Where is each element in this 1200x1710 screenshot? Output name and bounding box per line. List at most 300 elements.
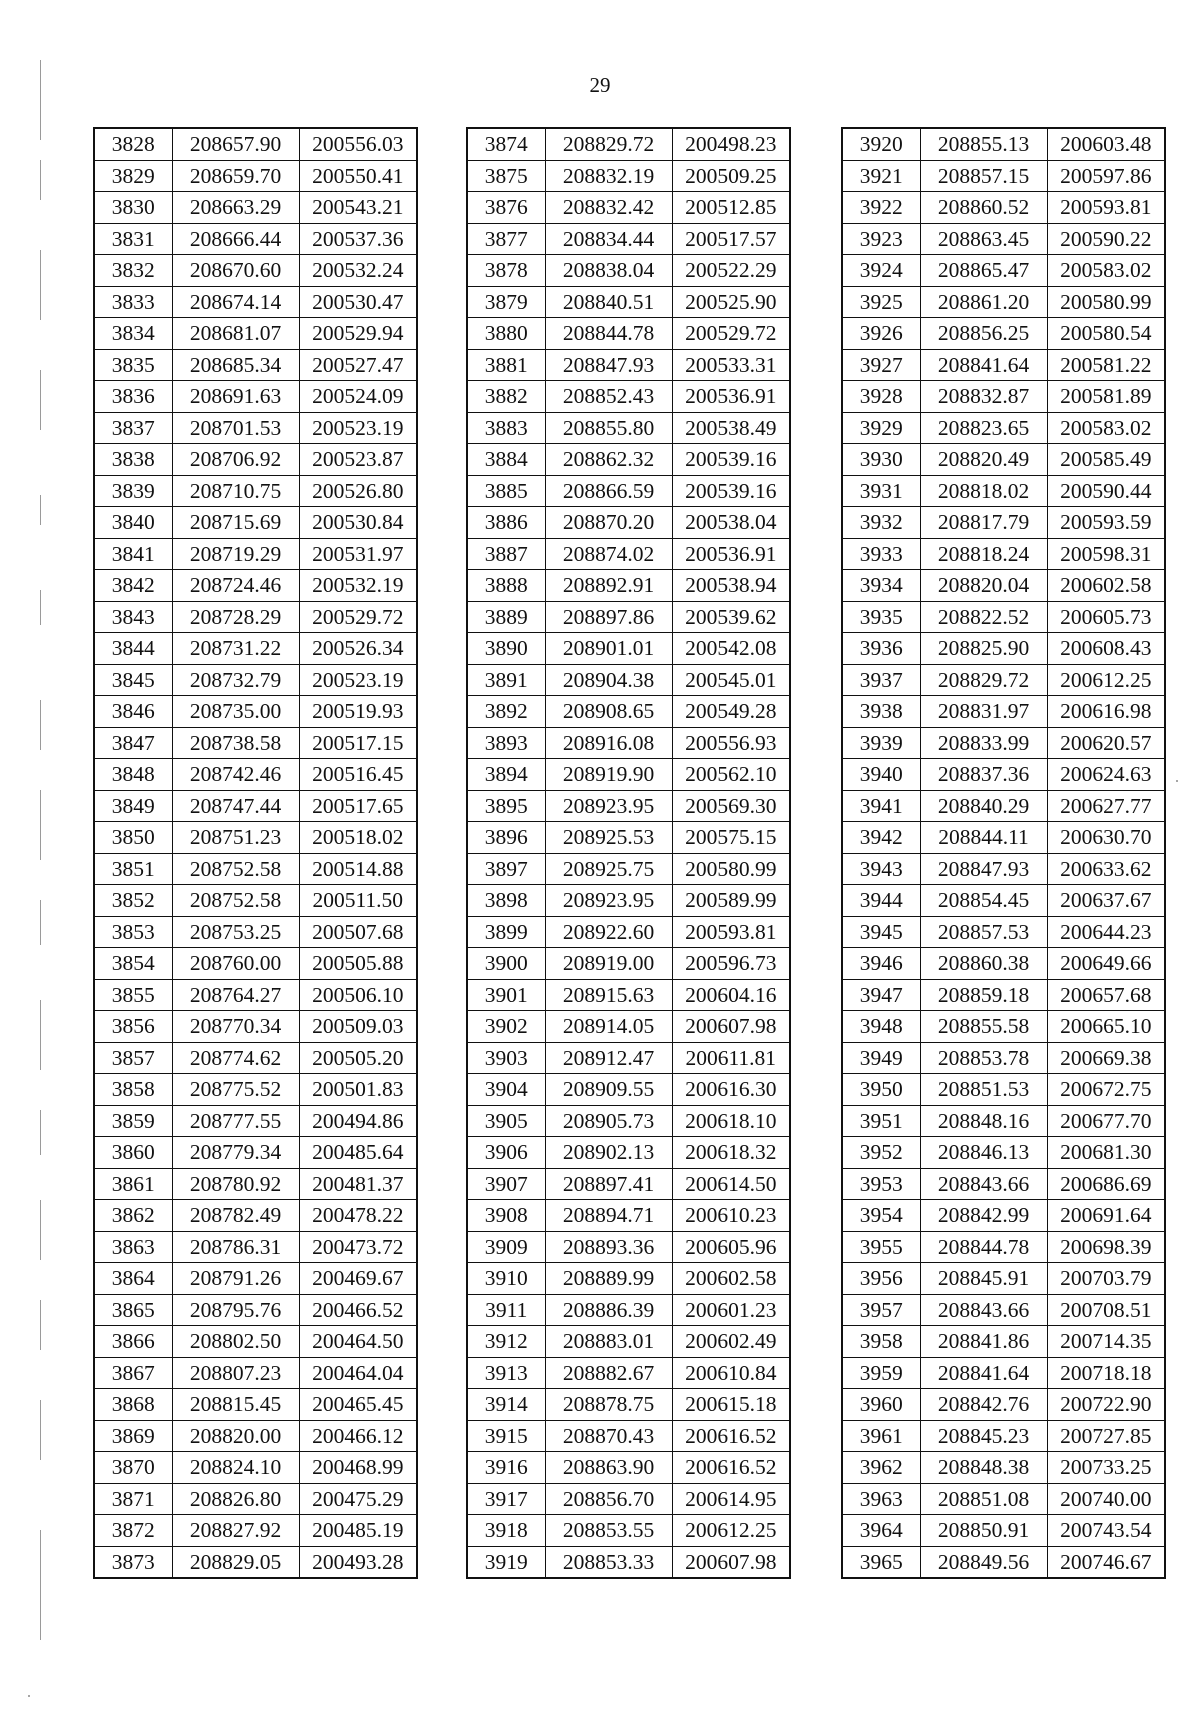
- point-number-cell: 3918: [467, 1515, 545, 1547]
- table-row: [467, 381, 790, 413]
- point-number-cell: 3864: [94, 1263, 172, 1295]
- coordinate-table-2: [466, 127, 791, 1579]
- point-number-cell: 3928: [842, 381, 920, 413]
- y-coordinate-cell: 200665.10: [1047, 1011, 1165, 1043]
- point-number-cell: 3900: [467, 948, 545, 980]
- point-number-cell: 3958: [842, 1326, 920, 1358]
- table-row: [94, 948, 417, 980]
- y-coordinate-cell: 200466.12: [299, 1420, 417, 1452]
- x-coordinate-cell: 208892.91: [545, 570, 672, 602]
- point-number-cell: 3923: [842, 223, 920, 255]
- y-coordinate-cell: 200526.34: [299, 633, 417, 665]
- y-coordinate-cell: 200714.35: [1047, 1326, 1165, 1358]
- table-row: [467, 916, 790, 948]
- x-coordinate-cell: 208764.27: [172, 979, 299, 1011]
- x-coordinate-cell: 208908.65: [545, 696, 672, 728]
- y-coordinate-cell: 200681.30: [1047, 1137, 1165, 1169]
- x-coordinate-cell: 208855.80: [545, 412, 672, 444]
- page-number: 29: [589, 73, 611, 97]
- x-coordinate-cell: 208902.13: [545, 1137, 672, 1169]
- y-coordinate-cell: 200740.00: [1047, 1483, 1165, 1515]
- table-row: [94, 1326, 417, 1358]
- point-number-cell: 3832: [94, 255, 172, 287]
- point-number-cell: 3849: [94, 790, 172, 822]
- point-number-cell: 3873: [94, 1546, 172, 1578]
- y-coordinate-cell: 200581.89: [1047, 381, 1165, 413]
- x-coordinate-cell: 208883.01: [545, 1326, 672, 1358]
- point-number-cell: 3899: [467, 916, 545, 948]
- y-coordinate-cell: 200469.67: [299, 1263, 417, 1295]
- x-coordinate-cell: 208844.11: [920, 822, 1047, 854]
- x-coordinate-cell: 208820.00: [172, 1420, 299, 1452]
- y-coordinate-cell: 200525.90: [672, 286, 790, 318]
- point-number-cell: 3878: [467, 255, 545, 287]
- table-row: [842, 1483, 1165, 1515]
- y-coordinate-cell: 200519.93: [299, 696, 417, 728]
- x-coordinate-cell: 208823.65: [920, 412, 1047, 444]
- table-row: [94, 412, 417, 444]
- x-coordinate-cell: 208841.86: [920, 1326, 1047, 1358]
- table-row: [467, 255, 790, 287]
- point-number-cell: 3860: [94, 1137, 172, 1169]
- table-row: [842, 1389, 1165, 1421]
- x-coordinate-cell: 208829.72: [545, 128, 672, 160]
- table-row: [842, 696, 1165, 728]
- point-number-cell: 3953: [842, 1168, 920, 1200]
- x-coordinate-cell: 208834.44: [545, 223, 672, 255]
- x-coordinate-cell: 208905.73: [545, 1105, 672, 1137]
- y-coordinate-cell: 200618.32: [672, 1137, 790, 1169]
- table-row: [842, 979, 1165, 1011]
- y-coordinate-cell: 200616.52: [672, 1452, 790, 1484]
- y-coordinate-cell: 200596.73: [672, 948, 790, 980]
- point-number-cell: 3893: [467, 727, 545, 759]
- table-row: [842, 822, 1165, 854]
- table-row: [94, 223, 417, 255]
- y-coordinate-cell: 200686.69: [1047, 1168, 1165, 1200]
- x-coordinate-cell: 208777.55: [172, 1105, 299, 1137]
- y-coordinate-cell: 200575.15: [672, 822, 790, 854]
- point-number-cell: 3957: [842, 1294, 920, 1326]
- x-coordinate-cell: 208752.58: [172, 885, 299, 917]
- table-row: [842, 349, 1165, 381]
- x-coordinate-cell: 208923.95: [545, 885, 672, 917]
- x-coordinate-cell: 208779.34: [172, 1137, 299, 1169]
- point-number-cell: 3844: [94, 633, 172, 665]
- x-coordinate-cell: 208853.78: [920, 1042, 1047, 1074]
- table-row: [94, 696, 417, 728]
- point-number-cell: 3908: [467, 1200, 545, 1232]
- y-coordinate-cell: 200610.84: [672, 1357, 790, 1389]
- y-coordinate-cell: 200517.15: [299, 727, 417, 759]
- point-number-cell: 3934: [842, 570, 920, 602]
- scan-margin-mark: [40, 790, 41, 860]
- y-coordinate-cell: 200509.03: [299, 1011, 417, 1043]
- x-coordinate-cell: 208886.39: [545, 1294, 672, 1326]
- table-row: [94, 759, 417, 791]
- table-row: [842, 1042, 1165, 1074]
- point-number-cell: 3922: [842, 192, 920, 224]
- table-row: [467, 696, 790, 728]
- table-row: [94, 444, 417, 476]
- y-coordinate-cell: 200672.75: [1047, 1074, 1165, 1106]
- scan-margin-mark: [40, 1000, 41, 1070]
- point-number-cell: 3871: [94, 1483, 172, 1515]
- table-row: [842, 885, 1165, 917]
- x-coordinate-cell: 208843.66: [920, 1294, 1047, 1326]
- x-coordinate-cell: 208860.38: [920, 948, 1047, 980]
- x-coordinate-cell: 208904.38: [545, 664, 672, 696]
- y-coordinate-cell: 200585.49: [1047, 444, 1165, 476]
- table-row: [94, 318, 417, 350]
- y-coordinate-cell: 200512.85: [672, 192, 790, 224]
- point-number-cell: 3959: [842, 1357, 920, 1389]
- table-row: [842, 444, 1165, 476]
- y-coordinate-cell: 200602.58: [672, 1263, 790, 1295]
- point-number-cell: 3840: [94, 507, 172, 539]
- table-row: [94, 1263, 417, 1295]
- y-coordinate-cell: 200505.88: [299, 948, 417, 980]
- x-coordinate-cell: 208681.07: [172, 318, 299, 350]
- x-coordinate-cell: 208770.34: [172, 1011, 299, 1043]
- table-row: [842, 1326, 1165, 1358]
- table-row: [94, 538, 417, 570]
- table-row: [467, 601, 790, 633]
- y-coordinate-cell: 200708.51: [1047, 1294, 1165, 1326]
- table-row: [467, 223, 790, 255]
- x-coordinate-cell: 208666.44: [172, 223, 299, 255]
- y-coordinate-cell: 200518.02: [299, 822, 417, 854]
- x-coordinate-cell: 208853.33: [545, 1546, 672, 1578]
- point-number-cell: 3851: [94, 853, 172, 885]
- y-coordinate-cell: 200604.16: [672, 979, 790, 1011]
- table-row: [94, 1105, 417, 1137]
- point-number-cell: 3897: [467, 853, 545, 885]
- x-coordinate-cell: 208844.78: [545, 318, 672, 350]
- point-number-cell: 3852: [94, 885, 172, 917]
- y-coordinate-cell: 200583.02: [1047, 255, 1165, 287]
- y-coordinate-cell: 200532.19: [299, 570, 417, 602]
- point-number-cell: 3936: [842, 633, 920, 665]
- x-coordinate-cell: 208850.91: [920, 1515, 1047, 1547]
- x-coordinate-cell: 208849.56: [920, 1546, 1047, 1578]
- table-row: [94, 916, 417, 948]
- table-row: [94, 1515, 417, 1547]
- table-row: [94, 349, 417, 381]
- x-coordinate-cell: 208851.08: [920, 1483, 1047, 1515]
- table-row: [842, 948, 1165, 980]
- point-number-cell: 3867: [94, 1357, 172, 1389]
- point-number-cell: 3838: [94, 444, 172, 476]
- point-number-cell: 3961: [842, 1420, 920, 1452]
- table-row: [94, 1200, 417, 1232]
- point-number-cell: 3950: [842, 1074, 920, 1106]
- x-coordinate-cell: 208670.60: [172, 255, 299, 287]
- x-coordinate-cell: 208691.63: [172, 381, 299, 413]
- table-row: [467, 1546, 790, 1578]
- point-number-cell: 3891: [467, 664, 545, 696]
- table-row: [94, 885, 417, 917]
- y-coordinate-cell: 200612.25: [672, 1515, 790, 1547]
- coordinate-table-1: [93, 127, 418, 1579]
- x-coordinate-cell: 208922.60: [545, 916, 672, 948]
- table-row: [842, 1546, 1165, 1578]
- table-row: [842, 916, 1165, 948]
- x-coordinate-cell: 208731.22: [172, 633, 299, 665]
- y-coordinate-cell: 200691.64: [1047, 1200, 1165, 1232]
- y-coordinate-cell: 200611.81: [672, 1042, 790, 1074]
- point-number-cell: 3865: [94, 1294, 172, 1326]
- point-number-cell: 3911: [467, 1294, 545, 1326]
- x-coordinate-cell: 208878.75: [545, 1389, 672, 1421]
- y-coordinate-cell: 200615.18: [672, 1389, 790, 1421]
- x-coordinate-cell: 208791.26: [172, 1263, 299, 1295]
- table-row: [842, 1011, 1165, 1043]
- coordinate-table-3: [841, 127, 1166, 1579]
- table-row: [467, 1137, 790, 1169]
- x-coordinate-cell: 208852.43: [545, 381, 672, 413]
- y-coordinate-cell: 200522.29: [672, 255, 790, 287]
- y-coordinate-cell: 200746.67: [1047, 1546, 1165, 1578]
- y-coordinate-cell: 200593.59: [1047, 507, 1165, 539]
- point-number-cell: 3854: [94, 948, 172, 980]
- point-number-cell: 3839: [94, 475, 172, 507]
- point-number-cell: 3885: [467, 475, 545, 507]
- x-coordinate-cell: 208728.29: [172, 601, 299, 633]
- y-coordinate-cell: 200718.18: [1047, 1357, 1165, 1389]
- table-row: [842, 1200, 1165, 1232]
- x-coordinate-cell: 208827.92: [172, 1515, 299, 1547]
- point-number-cell: 3848: [94, 759, 172, 791]
- x-coordinate-cell: 208855.58: [920, 1011, 1047, 1043]
- point-number-cell: 3894: [467, 759, 545, 791]
- y-coordinate-cell: 200537.36: [299, 223, 417, 255]
- scan-margin-mark: [40, 495, 41, 525]
- table-row: [467, 349, 790, 381]
- point-number-cell: 3875: [467, 160, 545, 192]
- table-row: [467, 1515, 790, 1547]
- point-number-cell: 3862: [94, 1200, 172, 1232]
- point-number-cell: 3942: [842, 822, 920, 854]
- x-coordinate-cell: 208847.93: [920, 853, 1047, 885]
- x-coordinate-cell: 208715.69: [172, 507, 299, 539]
- y-coordinate-cell: 200532.24: [299, 255, 417, 287]
- x-coordinate-cell: 208848.16: [920, 1105, 1047, 1137]
- table-row: [842, 286, 1165, 318]
- x-coordinate-cell: 208866.59: [545, 475, 672, 507]
- y-coordinate-cell: 200465.45: [299, 1389, 417, 1421]
- x-coordinate-cell: 208802.50: [172, 1326, 299, 1358]
- point-number-cell: 3853: [94, 916, 172, 948]
- table-row: [842, 1452, 1165, 1484]
- point-number-cell: 3938: [842, 696, 920, 728]
- y-coordinate-cell: 200529.94: [299, 318, 417, 350]
- x-coordinate-cell: 208842.76: [920, 1389, 1047, 1421]
- y-coordinate-cell: 200733.25: [1047, 1452, 1165, 1484]
- point-number-cell: 3858: [94, 1074, 172, 1106]
- point-number-cell: 3880: [467, 318, 545, 350]
- y-coordinate-cell: 200529.72: [672, 318, 790, 350]
- y-coordinate-cell: 200539.16: [672, 444, 790, 476]
- scan-margin-mark: [40, 700, 41, 750]
- point-number-cell: 3910: [467, 1263, 545, 1295]
- x-coordinate-cell: 208863.90: [545, 1452, 672, 1484]
- x-coordinate-cell: 208847.93: [545, 349, 672, 381]
- point-number-cell: 3869: [94, 1420, 172, 1452]
- y-coordinate-cell: 200538.49: [672, 412, 790, 444]
- table-row: [842, 727, 1165, 759]
- point-number-cell: 3830: [94, 192, 172, 224]
- table-row: [467, 318, 790, 350]
- table-row: [94, 790, 417, 822]
- point-number-cell: 3931: [842, 475, 920, 507]
- y-coordinate-cell: 200498.23: [672, 128, 790, 160]
- point-number-cell: 3943: [842, 853, 920, 885]
- x-coordinate-cell: 208857.53: [920, 916, 1047, 948]
- y-coordinate-cell: 200549.28: [672, 696, 790, 728]
- table-row: [467, 1452, 790, 1484]
- table-row: [94, 128, 417, 160]
- point-number-cell: 3907: [467, 1168, 545, 1200]
- x-coordinate-cell: 208856.70: [545, 1483, 672, 1515]
- table-row: [94, 1546, 417, 1578]
- table-row: [842, 1420, 1165, 1452]
- x-coordinate-cell: 208919.90: [545, 759, 672, 791]
- y-coordinate-cell: 200597.86: [1047, 160, 1165, 192]
- table-row: [467, 1263, 790, 1295]
- y-coordinate-cell: 200601.23: [672, 1294, 790, 1326]
- table-row: [842, 1263, 1165, 1295]
- point-number-cell: 3909: [467, 1231, 545, 1263]
- table-row: [94, 570, 417, 602]
- point-number-cell: 3879: [467, 286, 545, 318]
- point-number-cell: 3920: [842, 128, 920, 160]
- point-number-cell: 3945: [842, 916, 920, 948]
- x-coordinate-cell: 208674.14: [172, 286, 299, 318]
- y-coordinate-cell: 200466.52: [299, 1294, 417, 1326]
- table-row: [467, 1420, 790, 1452]
- table-row: [842, 601, 1165, 633]
- y-coordinate-cell: 200530.47: [299, 286, 417, 318]
- point-number-cell: 3890: [467, 633, 545, 665]
- x-coordinate-cell: 208893.36: [545, 1231, 672, 1263]
- point-number-cell: 3913: [467, 1357, 545, 1389]
- x-coordinate-cell: 208735.00: [172, 696, 299, 728]
- x-coordinate-cell: 208818.02: [920, 475, 1047, 507]
- x-coordinate-cell: 208925.53: [545, 822, 672, 854]
- y-coordinate-cell: 200511.50: [299, 885, 417, 917]
- x-coordinate-cell: 208914.05: [545, 1011, 672, 1043]
- table-row: [467, 633, 790, 665]
- table-row: [842, 412, 1165, 444]
- table-row: [467, 128, 790, 160]
- y-coordinate-cell: 200485.19: [299, 1515, 417, 1547]
- y-coordinate-cell: 200538.94: [672, 570, 790, 602]
- point-number-cell: 3917: [467, 1483, 545, 1515]
- table-row: [467, 853, 790, 885]
- table-row: [94, 1389, 417, 1421]
- x-coordinate-cell: 208732.79: [172, 664, 299, 696]
- x-coordinate-cell: 208782.49: [172, 1200, 299, 1232]
- x-coordinate-cell: 208838.04: [545, 255, 672, 287]
- y-coordinate-cell: 200657.68: [1047, 979, 1165, 1011]
- point-number-cell: 3901: [467, 979, 545, 1011]
- table-row: [842, 538, 1165, 570]
- point-number-cell: 3941: [842, 790, 920, 822]
- table-row: [842, 1294, 1165, 1326]
- table-row: [467, 1326, 790, 1358]
- scan-margin-mark: [40, 590, 41, 625]
- y-coordinate-cell: 200545.01: [672, 664, 790, 696]
- point-number-cell: 3859: [94, 1105, 172, 1137]
- point-number-cell: 3955: [842, 1231, 920, 1263]
- y-coordinate-cell: 200612.25: [1047, 664, 1165, 696]
- x-coordinate-cell: 208923.95: [545, 790, 672, 822]
- table-row: [94, 1042, 417, 1074]
- y-coordinate-cell: 200614.95: [672, 1483, 790, 1515]
- point-number-cell: 3947: [842, 979, 920, 1011]
- x-coordinate-cell: 208863.45: [920, 223, 1047, 255]
- table-row: [467, 822, 790, 854]
- y-coordinate-cell: 200527.47: [299, 349, 417, 381]
- x-coordinate-cell: 208826.80: [172, 1483, 299, 1515]
- point-number-cell: 3836: [94, 381, 172, 413]
- scan-speck: [28, 1695, 30, 1697]
- y-coordinate-cell: 200516.45: [299, 759, 417, 791]
- table-row: [467, 885, 790, 917]
- table-row: [94, 1231, 417, 1263]
- y-coordinate-cell: 200523.19: [299, 412, 417, 444]
- point-number-cell: 3898: [467, 885, 545, 917]
- table-row: [467, 507, 790, 539]
- scan-margin-mark: [40, 160, 41, 200]
- table-row: [842, 759, 1165, 791]
- scan-margin-mark: [40, 1110, 41, 1155]
- point-number-cell: 3876: [467, 192, 545, 224]
- x-coordinate-cell: 208882.67: [545, 1357, 672, 1389]
- table-row: [842, 381, 1165, 413]
- point-number-cell: 3831: [94, 223, 172, 255]
- x-coordinate-cell: 208706.92: [172, 444, 299, 476]
- table-row: [94, 286, 417, 318]
- x-coordinate-cell: 208832.42: [545, 192, 672, 224]
- y-coordinate-cell: 200526.80: [299, 475, 417, 507]
- point-number-cell: 3929: [842, 412, 920, 444]
- table-row: [467, 664, 790, 696]
- point-number-cell: 3915: [467, 1420, 545, 1452]
- y-coordinate-cell: 200590.22: [1047, 223, 1165, 255]
- y-coordinate-cell: 200580.54: [1047, 318, 1165, 350]
- x-coordinate-cell: 208719.29: [172, 538, 299, 570]
- y-coordinate-cell: 200543.21: [299, 192, 417, 224]
- y-coordinate-cell: 200536.91: [672, 381, 790, 413]
- y-coordinate-cell: 200593.81: [672, 916, 790, 948]
- scan-margin-mark: [40, 1300, 41, 1350]
- x-coordinate-cell: 208747.44: [172, 790, 299, 822]
- point-number-cell: 3857: [94, 1042, 172, 1074]
- table-row: [94, 601, 417, 633]
- y-coordinate-cell: 200583.02: [1047, 412, 1165, 444]
- point-number-cell: 3845: [94, 664, 172, 696]
- y-coordinate-cell: 200608.43: [1047, 633, 1165, 665]
- point-number-cell: 3881: [467, 349, 545, 381]
- scan-margin-mark: [40, 1200, 41, 1260]
- y-coordinate-cell: 200533.31: [672, 349, 790, 381]
- x-coordinate-cell: 208795.76: [172, 1294, 299, 1326]
- table-row: [94, 633, 417, 665]
- y-coordinate-cell: 200602.49: [672, 1326, 790, 1358]
- x-coordinate-cell: 208841.64: [920, 1357, 1047, 1389]
